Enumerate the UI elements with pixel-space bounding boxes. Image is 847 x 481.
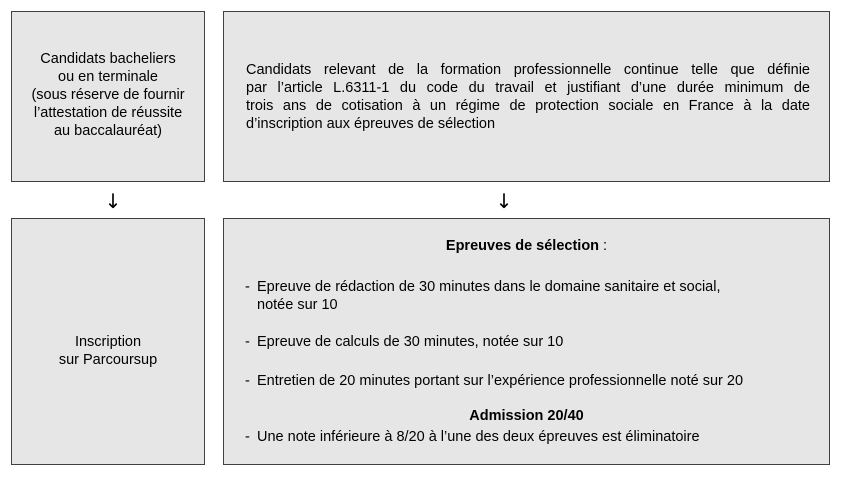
list-item: [245, 333, 563, 351]
item-text: Une note inférieure à 8/20 à l’une des deux épreuves est éliminatoire: [257, 429, 700, 445]
admission-threshold: Admission 20/40: [469, 408, 584, 424]
list-item: [245, 278, 720, 314]
bachelor-candidates-text: [12, 50, 204, 140]
parcoursup-registration-text: [12, 333, 204, 369]
dash-bullet: -: [245, 373, 250, 389]
text-line: ou en terminale: [58, 69, 158, 85]
text-line: Inscription: [74, 334, 142, 350]
dash-bullet: -: [245, 429, 250, 445]
text-line: trois ans de cotisation à un régime de protection sociale en France à la date: [246, 98, 810, 114]
dash-bullet: -: [245, 279, 250, 295]
heading-bold: Epreuves de sélection: [445, 238, 600, 254]
item-text: Entretien de 20 minutes portant sur l’expérience professionnelle noté sur 20: [257, 373, 744, 389]
list-item: [245, 372, 743, 390]
text-line: (sous réserve de fournir: [31, 87, 185, 103]
bachelor-candidates-box: [11, 11, 205, 182]
list-item: [245, 428, 700, 446]
item-text: Epreuve de rédaction de 30 minutes dans le domaine sanitaire et social,: [257, 279, 721, 295]
dash-bullet: -: [245, 334, 250, 350]
continuing-education-candidates-text: [246, 61, 810, 133]
continuing-education-candidates-box: [223, 11, 830, 182]
parcoursup-registration-box: [11, 218, 205, 465]
text-line: au baccalauréat): [53, 123, 162, 139]
text-line: Candidats relevant de la formation professionnelle continue telle que définie: [246, 62, 810, 78]
item-text-continued: notée sur 10: [257, 297, 338, 313]
text-line: l’attestation de réussite: [33, 105, 183, 121]
selection-tests-heading: [224, 237, 829, 255]
down-arrow-icon: ↓: [495, 189, 513, 213]
selection-tests-box: [223, 218, 830, 465]
text-line: Candidats bacheliers: [40, 51, 176, 67]
heading-suffix: :: [599, 238, 608, 254]
item-text: Epreuve de calculs de 30 minutes, notée sur 10: [257, 334, 564, 350]
text-line: d’inscription aux épreuves de sélection: [246, 116, 496, 132]
text-line: par l’article L.6311-1 du code du travail et justifiant d’une durée minimum de: [246, 80, 810, 96]
down-arrow-icon: ↓: [104, 189, 122, 213]
text-line: sur Parcoursup: [58, 352, 158, 368]
